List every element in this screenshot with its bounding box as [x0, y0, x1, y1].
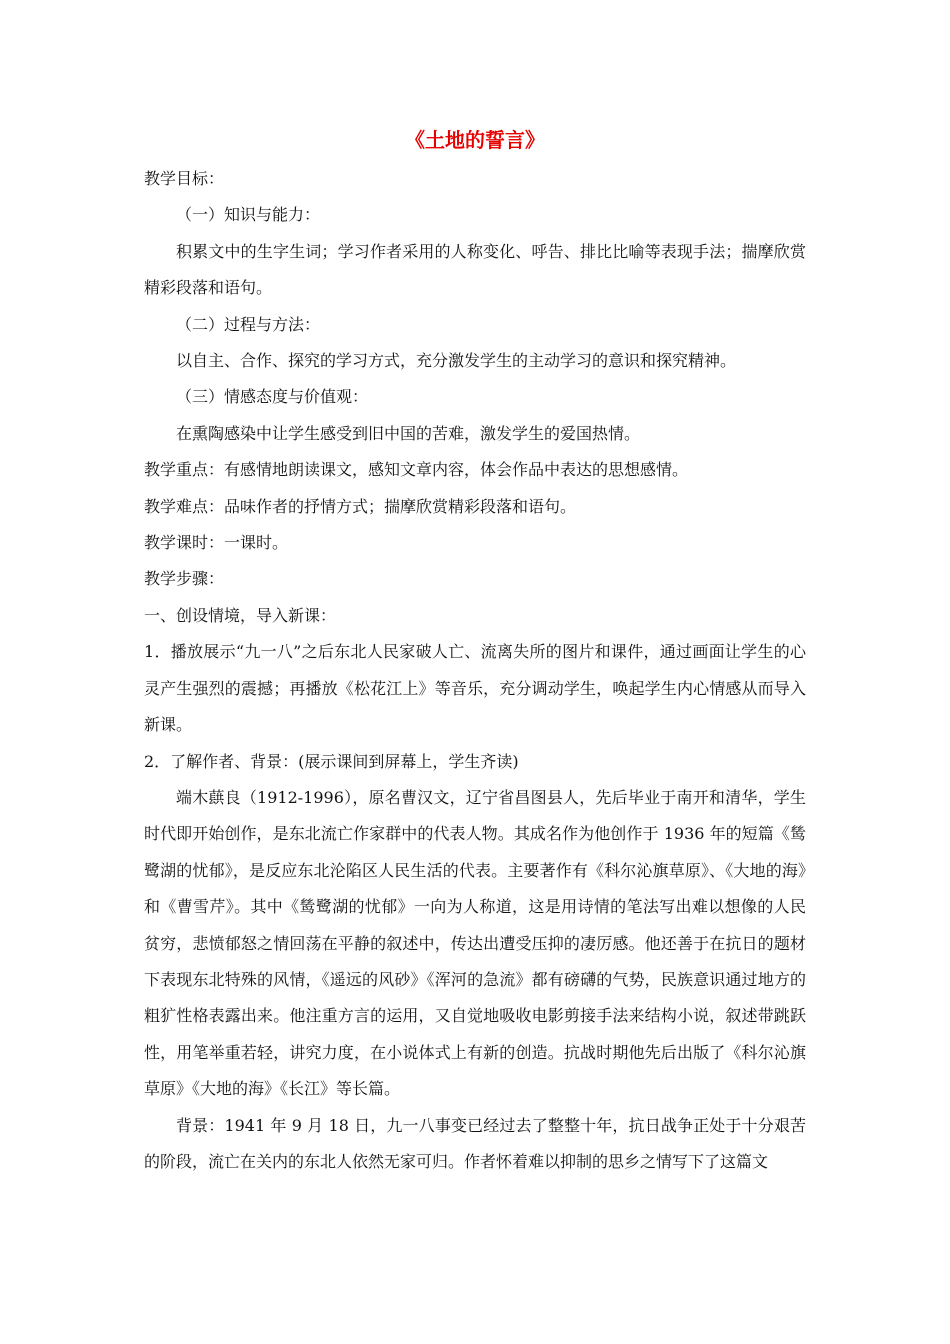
paragraph-background: 背景：1941 年 9 月 18 日，九一八事变已经过去了整整十年，抗日战争正处于十分艰苦的阶段，流亡在关内的东北人依然无家可归。作者怀着难以抑制的思乡之情写下了这篇文 [144, 1115, 806, 1171]
document-body [144, 161, 806, 1180]
paragraph-author: 端木蕻良（1912-1996），原名曹汉文，辽宁省昌图县人，先后毕业于南开和清华，学生时代即开始创作，是东北流亡作家群中的代表人物。其成名作为他创作于 1936 年的短篇《鸶鹭湖的忧郁》，是反应东北沦陷区人民生活的代表。主要著作有《科尔沁旗草原》、《大地的海》和《曹雪芹》。其中《鸶鹭湖的忧郁》一向为人称道，这是用诗情的笔法写出难以想像的人民贫穷，悲愤郁怒之情回荡在平静的叙述中，传达出遭受压抑的凄厉感。他还善于在抗日的题材下表现东北特殊的风情，《遥远的风砂》《浑河的急流》都有磅礴的气势，民族意识通过地方的粗犷性格表露出来。他注重方言的运用，又自觉地吸收电影剪接手法来结构小说，叙述带跳跃性，用笔举重若轻，讲究力度，在小说体式上有新的创造。抗战时期他先后出版了《科尔沁旗草原》《大地的海》《长江》等长篇。 [144, 787, 806, 1099]
heading-step-one: 一、创设情境，导入新课： [144, 605, 337, 625]
paragraph-process: 以自主、合作、探究的学习方式，充分激发学生的主动学习的意识和探究精神。 [176, 351, 737, 371]
heading-objectives: 教学目标： [144, 169, 225, 188]
document-title: 《土地的誓言》 [405, 128, 545, 152]
subheading-emotion: （三）情感态度与价值观： [176, 387, 369, 407]
paragraph-knowledge: 积累文中的生字生词；学习作者采用的人称变化、呼告、排比比喻等表现手法；揣摩欣赏精彩段落和语句。 [144, 241, 806, 298]
subheading-knowledge: （一）知识与能力： [176, 205, 321, 225]
line-key-points: 教学重点：有感情地朗读课文，感知文章内容，体会作品中表达的思想感情。 [144, 460, 689, 480]
line-class-hours: 教学课时：一课时。 [144, 533, 289, 553]
line-difficulties: 教学难点：品味作者的抒情方式；揣摩欣赏精彩段落和语句。 [144, 496, 577, 516]
paragraph-step-1: 1．播放展示“九一八”之后东北人民家破人亡、流离失所的图片和课件，通过画面让学生的心灵产生强烈的震撼；再播放《松花江上》等音乐，充分调动学生，唤起学生内心情感从而导入新课。 [144, 642, 806, 735]
paragraph-emotion: 在熏陶感染中让学生感受到旧中国的苦难，激发学生的爱国热情。 [176, 423, 641, 443]
subheading-process: （二）过程与方法： [176, 314, 321, 334]
heading-steps: 教学步骤： [144, 569, 225, 589]
paragraph-step-2: 2．了解作者、背景：(展示课间到屏幕上，学生齐读) [144, 751, 519, 771]
